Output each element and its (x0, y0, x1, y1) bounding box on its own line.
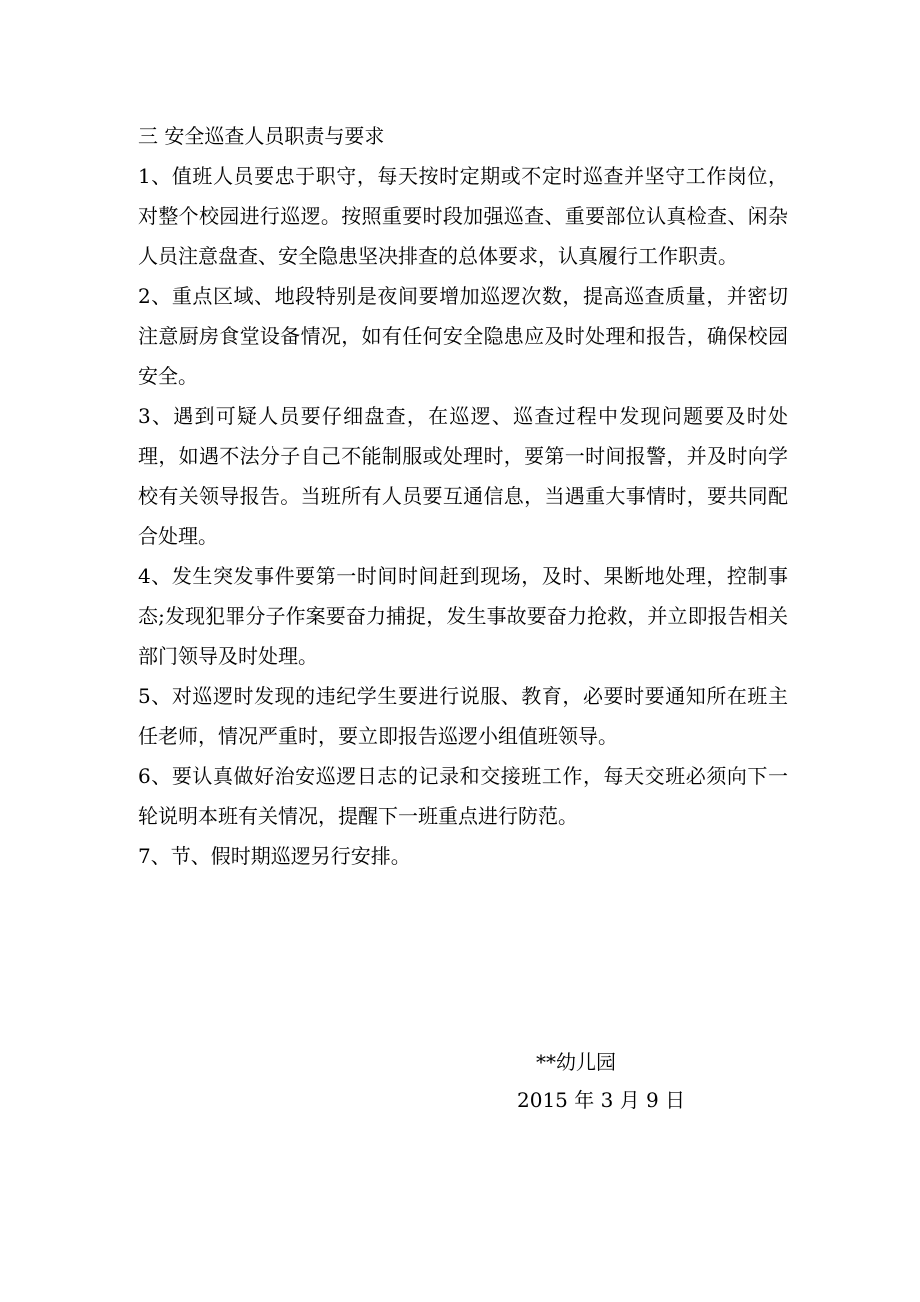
section-heading: 三 安全巡查人员职责与要求 (138, 124, 385, 148)
signature-org: **幼儿园 (536, 1050, 616, 1074)
duty-item-1: 1、值班人员要忠于职守，每天按时定期或不定时巡查并坚守工作岗位，对整个校园进行巡逻。按照重要时段加强巡查、重要部位认真检查、闲杂人员注意盘查、安全隐患坚决排查的总体要求，认真履行工作职责。 (138, 164, 788, 268)
document-body (138, 116, 788, 876)
signature-date: 2015 年 3 月 9 日 (517, 1088, 686, 1112)
duty-item-5: 5、对巡逻时发现的违纪学生要进行说服、教育，必要时要通知所在班主任老师，情况严重时，要立即报告巡逻小组值班领导。 (138, 684, 788, 748)
duty-item-3: 3、遇到可疑人员要仔细盘查，在巡逻、巡查过程中发现问题要及时处理，如遇不法分子自己不能制服或处理时，要第一时间报警，并及时向学校有关领导报告。当班所有人员要互通信息，当遇重大事情时，要共同配合处理。 (138, 404, 788, 548)
duty-item-7: 7、节、假时期巡逻另行安排。 (138, 844, 411, 868)
duty-item-2: 2、重点区域、地段特别是夜间要增加巡逻次数，提高巡查质量，并密切注意厨房食堂设备情况，如有任何安全隐患应及时处理和报告，确保校园安全。 (138, 284, 788, 388)
duty-item-4: 4、发生突发事件要第一时间时间赶到现场，及时、果断地处理，控制事态;发现犯罪分子作案要奋力捕捉，发生事故要奋力抢救，并立即报告相关部门领导及时处理。 (138, 564, 788, 668)
duty-item-6: 6、要认真做好治安巡逻日志的记录和交接班工作，每天交班必须向下一轮说明本班有关情况，提醒下一班重点进行防范。 (138, 764, 788, 828)
